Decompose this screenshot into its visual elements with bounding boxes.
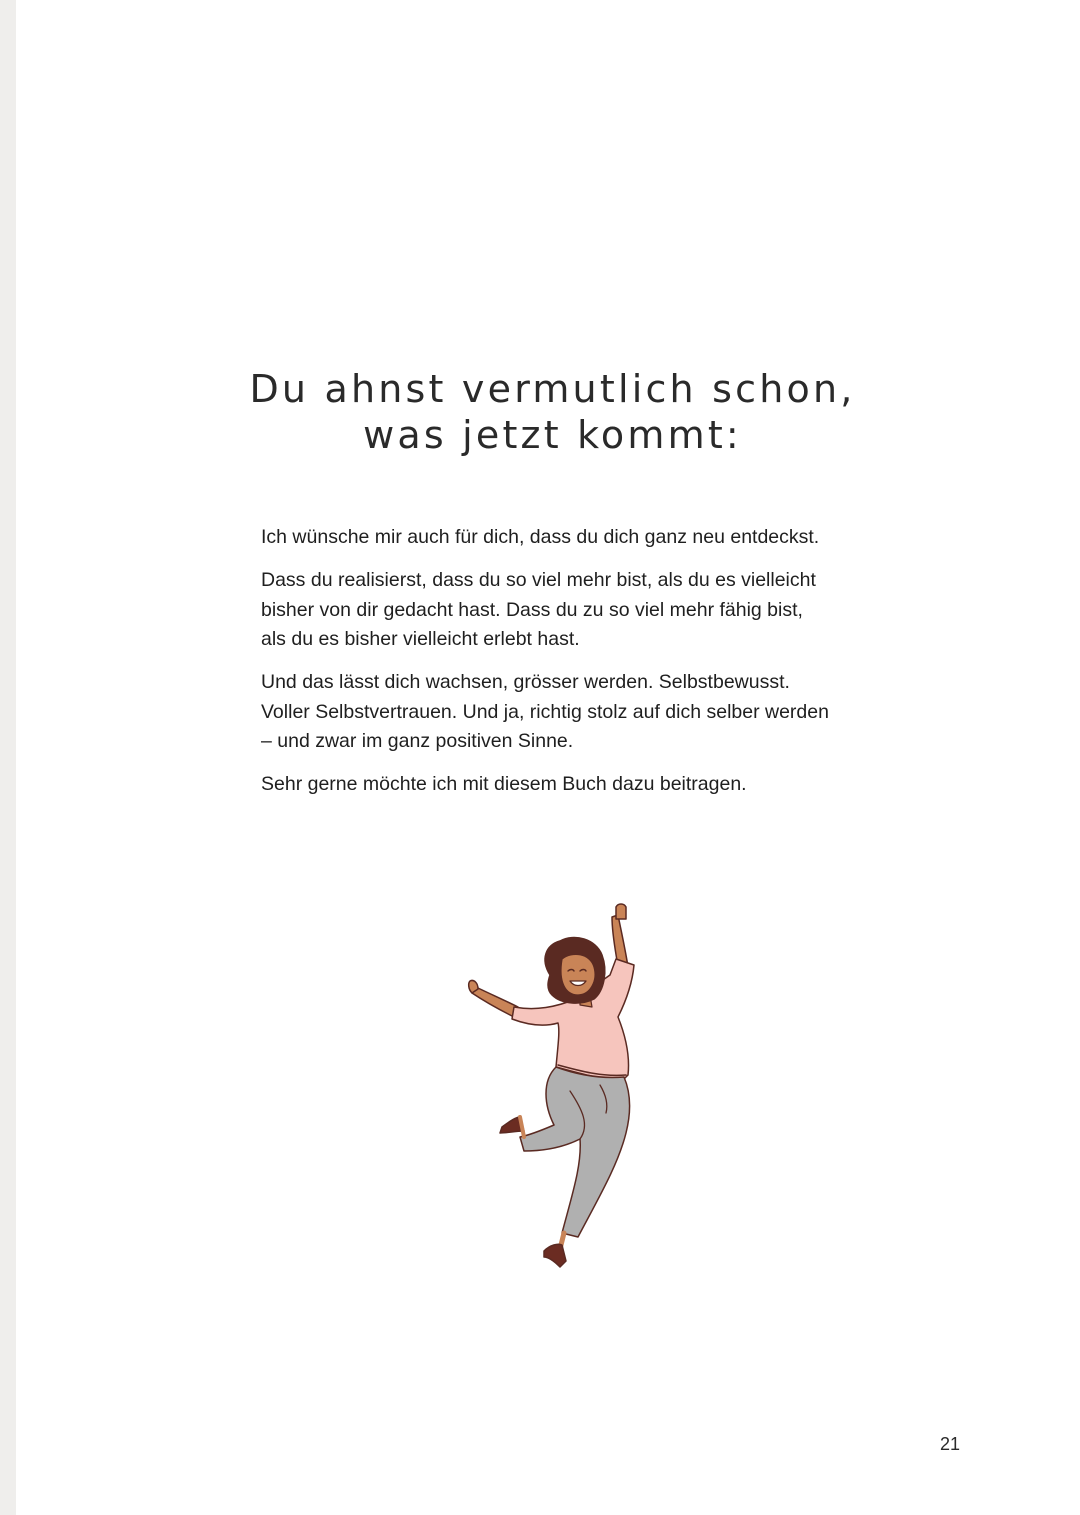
pants [520, 1067, 630, 1237]
paragraph-line: Und das lässt dich wachsen, grösser werden. Selbstbewusst. [261, 671, 790, 693]
page-number: 21 [939, 1434, 961, 1454]
raised-arm [612, 915, 628, 967]
paragraph-3 [261, 668, 881, 757]
paragraph-line: – und zwar im ganz positiven Sinne. [261, 730, 574, 752]
paragraph-4 [261, 770, 881, 800]
paragraph-line: Voller Selbstvertrauen. Und ja, richtig stolz auf dich selber werden [261, 700, 829, 723]
paragraph-line: Dass du realisierst, dass du so viel mehr bist, als du es vielleicht [261, 569, 816, 591]
page-heading [190, 366, 915, 458]
body-text [261, 523, 881, 813]
paragraph-line: bisher von dir gedacht hast. Dass du zu so viel mehr fähig bist, [261, 598, 803, 621]
heading-line-1: Du ahnst vermutlich schon, [249, 367, 856, 411]
left-forearm [472, 987, 518, 1017]
face [561, 954, 595, 995]
paragraph-line: als du es bisher vielleicht erlebt hast. [261, 628, 580, 650]
right-shoe [544, 1244, 566, 1267]
paragraph-line: Ich wünsche mir auch für dich, dass du dich ganz neu entdeckst. [261, 526, 820, 548]
paragraph-line: Sehr gerne möchte ich mit diesem Buch dazu beitragen. [261, 773, 747, 795]
paragraph-1 [261, 523, 881, 553]
paragraph-2 [261, 566, 881, 655]
raised-hand [616, 904, 626, 919]
jumping-woman-illustration [440, 895, 680, 1280]
page-spine [0, 0, 16, 1515]
heading-line-2: was jetzt kommt: [363, 413, 742, 457]
